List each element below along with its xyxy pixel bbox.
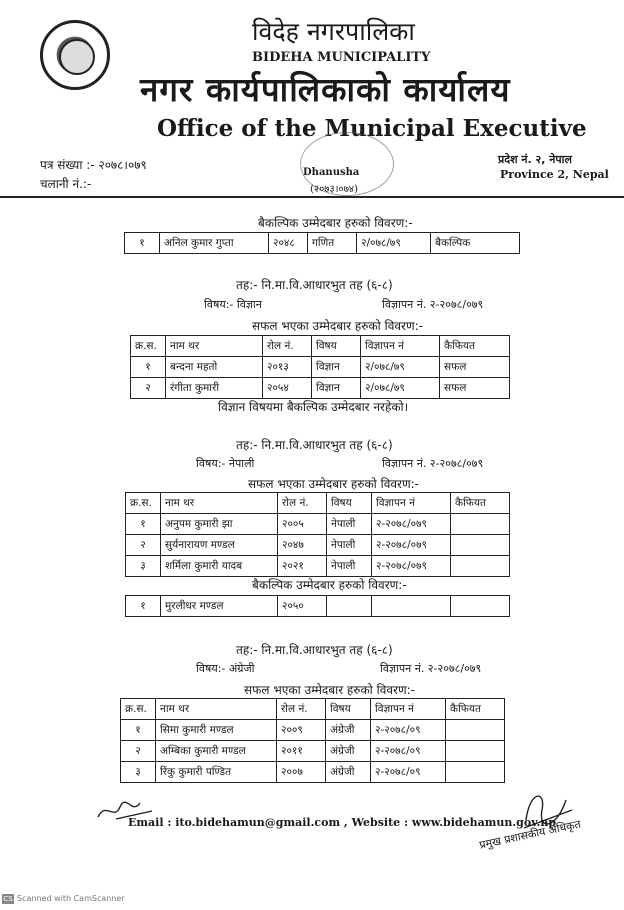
subject-label: विषय:- विज्ञान (204, 298, 262, 311)
office-name-english: Office of the Municipal Executive (157, 115, 587, 142)
dispatch-number: चलानी नं.:- (40, 177, 92, 191)
municipality-name-english: BIDEHA MUNICIPALITY (252, 50, 431, 65)
table-header-row: क्र.स. नाम थर रोल नं. विषय विज्ञापन नं कैफियत (121, 699, 505, 720)
table-row: १ मुरलीधर मण्डल २०५० (126, 596, 510, 617)
stamp-center-text: Dhanusha (303, 167, 360, 178)
ad-number: विज्ञापन नं. २-२०७८/०७९ (382, 457, 484, 470)
province-english: Province 2, Nepal (500, 168, 609, 181)
ref-number: पत्र संख्या :- २०७८।०७९ (40, 158, 147, 172)
table-row: १ अनिल कुमार गुप्ता २०४८ गणित २/०७८/७९ बैकल्पिक (125, 233, 520, 254)
ad-number: विज्ञापन नं. २-२०७८/०७९ (380, 662, 482, 675)
table-row: १ बन्दना महतो २०१३ विज्ञान २/०७८/७९ सफल (131, 357, 510, 378)
no-alt-note: विज्ञान विषयमा बैकल्पिक उम्मेदबार नरहेको। (218, 400, 409, 414)
alt-candidates-heading: बैकल्पिक उम्मेदबार हरुको विवरण:- (252, 578, 407, 592)
province-nepali: प्रदेश नं. २, नेपाल (498, 153, 572, 166)
table-header-row: क्र.स. नाम थर रोल नं. विषय विज्ञापन नं कैफियत (126, 493, 510, 514)
officer-title: प्रमुख प्रशासकीय अधिकृत (478, 817, 582, 852)
table-row: ३ शर्मिला कुमारी यादब २०२१ नेपाली २-२०७८/०७९ (126, 556, 510, 577)
table-header-row: क्र.स. नाम थर रोल नं. विषय विज्ञापन नं कैफियत (131, 336, 510, 357)
contact-line: Email : ito.bidehamun@gmail.com , Website : www.bidehamun.gov.np (128, 816, 557, 829)
municipality-emblem (40, 20, 110, 90)
level-heading: तह:- नि.मा.वि.आधारभुत तह (६-८) (236, 278, 393, 292)
alt-candidates-heading: बैकल्पिक उम्मेदबार हरुको विवरण:- (258, 216, 413, 230)
success-heading: सफल भएका उम्मेदबार हरुको विवरण:- (244, 683, 416, 697)
success-heading: सफल भएका उम्मेदबार हरुको विवरण:- (252, 319, 424, 333)
header-divider (0, 196, 624, 198)
municipality-name-nepali: विदेह नगरपालिका (252, 17, 415, 46)
subject-label: विषय:- अंग्रेजी (196, 662, 255, 675)
success-table-english (120, 698, 505, 783)
office-name-nepali: नगर कार्यपालिकाको कार्यालय (140, 70, 511, 109)
table-row: १ अनुपम कुमारी झा २००५ नेपाली २-२०७८/०७९ (126, 514, 510, 535)
subject-label: विषय:- नेपाली (196, 457, 255, 470)
table-row: १ सिमा कुमारी मण्डल २००९ अंग्रेजी २-२०७८/०९ (121, 720, 505, 741)
camscanner-icon: CS (3, 895, 13, 903)
success-table-nepali (125, 492, 510, 577)
table-row: २ रंगीता कुमारी २०५४ विज्ञान २/०७८/७९ सफल (131, 378, 510, 399)
ad-number: विज्ञापन नं. २-२०७८/०७९ (382, 298, 484, 311)
table-row: २ अम्बिका कुमारी मण्डल २०११ अंग्रेजी २-२०७८/०९ (121, 741, 505, 762)
scanner-watermark: CS Scanned with CamScanner (3, 894, 125, 903)
table-row: ३ रिंकु कुमारी पण्डित २००७ अंग्रेजी २-२०७८/०९ (121, 762, 505, 783)
stamp-year-text: (२०७३।०७४) (310, 184, 358, 195)
success-table-science (130, 335, 510, 399)
table-row: २ सुर्यनारायण मण्डल २०४७ नेपाली २-२०७८/०७९ (126, 535, 510, 556)
level-heading: तह:- नि.मा.वि.आधारभुत तह (६-८) (236, 643, 393, 657)
alt-candidates-table (125, 595, 510, 617)
alt-candidates-table (124, 232, 520, 254)
level-heading: तह:- नि.मा.वि.आधारभुत तह (६-८) (236, 438, 393, 452)
success-heading: सफल भएका उम्मेदबार हरुको विवरण:- (248, 477, 420, 491)
